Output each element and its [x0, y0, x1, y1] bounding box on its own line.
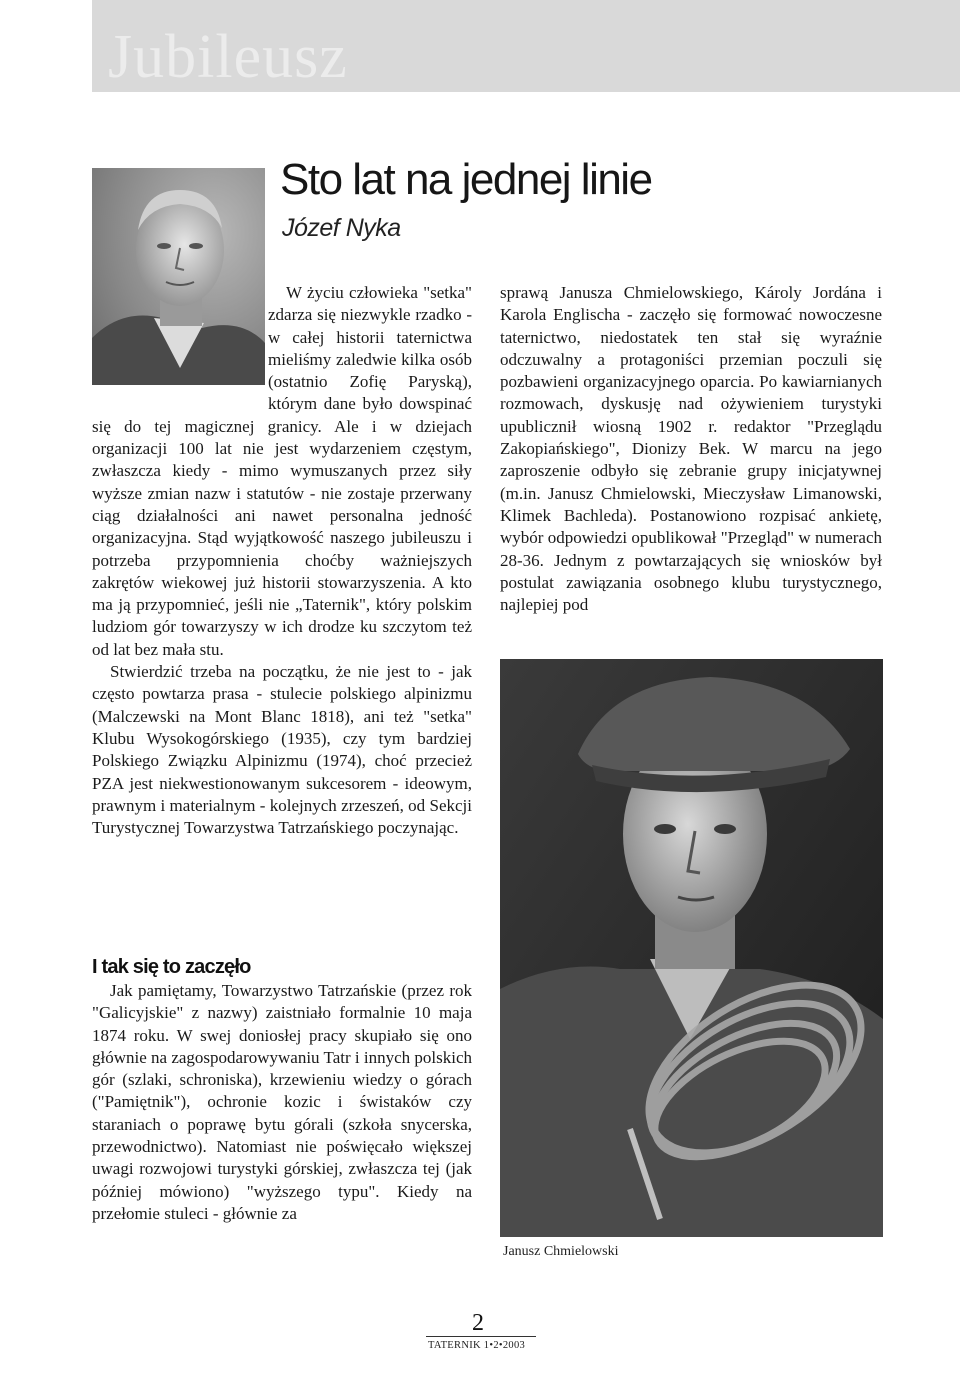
body-paragraph: Stwierdzić trzeba na początku, że nie jest to - jak często powtarza prasa - stulecie polskiego alpinizmu (Malczewski na Mont Blanc 1818), ani też "setka" Klubu Wysokogórskiego (1935), czy tym bardziej Polskiego Związku Alpinizmu (1974), choć przecież PZA jest niekwestionowanym sukcesorem - ideowym, prawnym i materialnym - kolejnych zrzeszeń, od Sekcji Turystycznej Towarzystwa Tatrzańskiego poczynając.: [92, 662, 472, 838]
article-title: Sto lat na jednej linie: [280, 155, 652, 204]
photo-caption: Janusz Chmielowski: [503, 1244, 619, 1259]
historical-photo: [500, 659, 883, 1237]
page-number: 2: [472, 1310, 484, 1336]
journal-issue-label: TATERNIK 1•2•2003: [428, 1340, 526, 1351]
section-subheading: I tak się to zaczęło: [92, 956, 251, 978]
left-column-section-2: [92, 980, 472, 1225]
body-paragraph: Jak pamiętamy, Towarzystwo Tatrzańskie (przez rok "Galicyjskie" z nazwy) zaistniało formalnie 10 maja 1874 roku. W swej doniosłej pracy skupiało się ono głównie na zagospodarowywaniu Tatr i innych polskich gór (szlaki, schroniska), krzewieniu wiedzy o górach ("Pamiętnik"), ochronie kozic i świstaków czy staraniach o poprawę bytu górali (szkoła snycerska, przewodnictwo). Natomiast nie poświęcało większej uwagi rozwojowi turystyki górskiej, zwłaszcza tej (jak później mówiono) "wyższego typu". Kiedy na przełomie stuleci - głównie za: [92, 981, 472, 1223]
body-paragraph: sprawą Janusza Chmielowskiego, Károly Jordána i Karola Englischa - zaczęło się formować nowoczesne taternictwo, niedostatek ten stał się wyraźnie odczuwalny a protagoniści przemian poczuli się pozbawieni organizacyjnego oparcia. Po kawiarnianych rozmowach, dyskusję nad ożywieniem turystyki upublicznił wiosną 1902 r. redaktor "Przeglądu Zakopiańskiego", Dionizy Bek. W marcu na jego zaproszenie odbyło się zebranie grupy inicjatywnej (m.in. Janusz Chmielowski, Mieczysław Limanowski, Klimek Bachleda). Postanowiono rozpisać ankietę, wybór odpowiedzi opublikował "Przegląd" w numerach 28-36. Jednym z powtarzających się wniosków był postulat zawiązania osobnego klubu turystycznego, najlepiej pod: [500, 283, 882, 615]
right-column: [500, 282, 882, 616]
portrait-wrap-space: [92, 282, 268, 394]
left-column: [92, 282, 472, 839]
section-label: Jubileusz: [108, 23, 348, 91]
article-author: Józef Nyka: [282, 214, 401, 242]
body-paragraph: W życiu człowieka "setka" zdarza się niezwykle rzadko - w całej historii taternictwa mieliśmy zaledwie kilka osób (ostatnio Zofię Paryską), którym dane było dowspinać się do tej magicznej granicy. Ale i w dziejach organizacji 100 lat nie jest wydarzeniem częstym, zwłaszcza kiedy - mimo wymuszanych przez siły wyższe zmian nazw i statutów - nie zostaje przerwany ciąg działalności ani nawet personalna jedność organizacyjna. Stąd wyjątkowość naszego jubileuszu i potrzeba przypomnienia choćby ważniejszych zakrętów wiekowej już historii stowarzyszenia. A kto ma ją przypomnieć, jeśli nie „Taternik", który polskim ludziom gór towarzyszy w ich drodze ku szczytom też od lat bez mała stu.: [92, 283, 472, 659]
footer-divider: [426, 1336, 536, 1337]
